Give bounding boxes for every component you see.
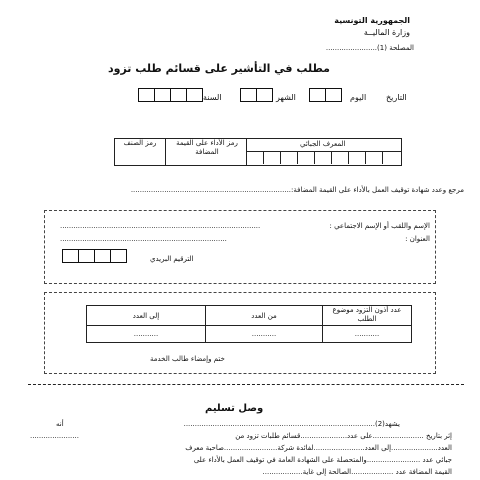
month-label: الشهر [276, 93, 296, 102]
order-count-header: عدد أذون التزود موضوع الطلب [332, 306, 402, 323]
cell-divider [382, 151, 383, 164]
postal-cell[interactable] [110, 249, 127, 263]
cell-divider [331, 151, 332, 164]
ministry-label: وزارة الماليــة [363, 28, 410, 37]
day-cell[interactable] [309, 88, 326, 102]
receipt-title: وصل تسليم [205, 403, 264, 414]
cell-divider [297, 151, 298, 164]
cell-divider [280, 151, 281, 164]
from-number-field[interactable]: ........... [251, 330, 277, 338]
address-field[interactable]: ........................................................................... [60, 235, 227, 243]
month-cell[interactable] [256, 88, 273, 102]
postal-cell[interactable] [78, 249, 95, 263]
vat-code-header: رمز الأداء على القيمة المضافة [176, 139, 238, 156]
year-cell[interactable] [170, 88, 187, 102]
receipt-line-2: إثر بتاريخ .......................على عدد.....................قسائم طلبات تزود من [235, 432, 452, 440]
day-cell[interactable] [325, 88, 342, 102]
cell-divider [348, 151, 349, 164]
address-label: العنوان : [405, 235, 430, 243]
table-divider [246, 151, 401, 152]
name-label: الإسم واللقب أو الإسم الاجتماعي : [329, 222, 430, 230]
cell-divider [365, 151, 366, 164]
from-number-header: من العدد [251, 312, 277, 320]
to-number-header: إلى العدد [132, 312, 160, 320]
service-line: المصلحة (1)....................... [325, 44, 414, 52]
receipt-line-5: القيمة المضافة عدد ...................الصالحة إلى غاية.................. [262, 468, 452, 476]
order-count-field[interactable]: ........... [354, 330, 380, 338]
certificate-reference: مرجع وعدد شهادة توقيف العمل بالأداء على القيمة المضافة:........................................................................ [130, 186, 464, 194]
separator-line [28, 384, 464, 385]
year-cell[interactable] [154, 88, 171, 102]
to-number-field[interactable]: ........... [133, 330, 159, 338]
receipt-line-3: العدد.....................إلى العدد.......................لفائدة شركة........................صاحبة معرف [185, 444, 452, 452]
day-label: اليوم [350, 93, 367, 102]
receipt-line-1: يشهد(2)...................................................................................... [183, 420, 400, 428]
table-divider [205, 305, 206, 342]
receipt-line-4: جبائي عدد ........................والمتحصلة على الشهادة العامة في توقيف العمل بالأداء على [193, 456, 452, 464]
postal-cell[interactable] [94, 249, 111, 263]
table-divider [86, 325, 411, 326]
postal-cell[interactable] [62, 249, 79, 263]
year-cell[interactable] [138, 88, 155, 102]
month-cell[interactable] [240, 88, 257, 102]
signature-label: ختم وإمضاء طالب الخدمة [150, 355, 225, 363]
postal-code-label: الترقيم البريدي [150, 255, 194, 263]
category-code-header: رمز الصنف [123, 139, 157, 147]
date-label: التاريخ [386, 93, 407, 102]
cell-divider [263, 151, 264, 164]
form-title: مطلب في التأشير على قسائم طلب تزود [107, 62, 330, 75]
year-cell[interactable] [186, 88, 203, 102]
receipt-line-1-end: أنه [56, 420, 64, 428]
name-field[interactable]: .......................................................................................... [60, 222, 261, 230]
table-divider [322, 305, 323, 342]
fiscal-id-header: المعرف الجبائي [300, 140, 346, 148]
table-divider [165, 138, 166, 165]
republic-label: الجمهورية التونسية [334, 16, 410, 25]
year-label: السنة [203, 93, 222, 102]
receipt-line-2-end: ...................... [30, 432, 79, 440]
cell-divider [314, 151, 315, 164]
